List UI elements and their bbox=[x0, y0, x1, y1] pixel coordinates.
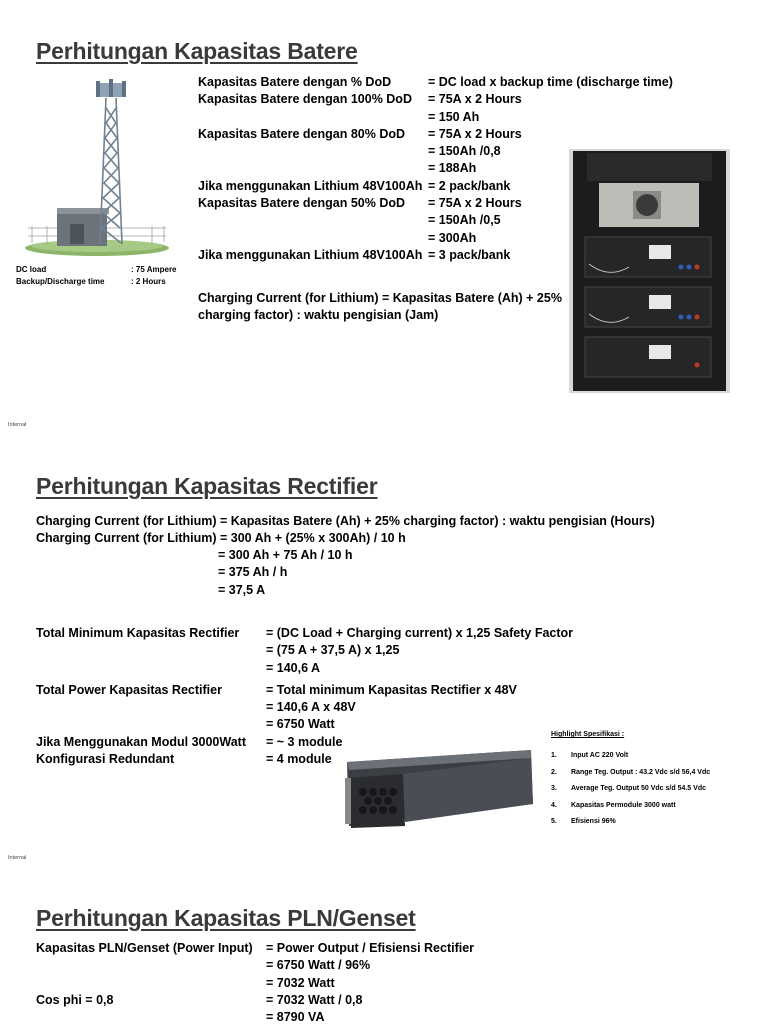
calc-value: = 6750 Watt / 96% bbox=[266, 958, 371, 973]
calc-label bbox=[198, 143, 422, 160]
footer-internal-2: Internal bbox=[8, 855, 27, 861]
calc-label: Kapasitas Batere dengan % DoD bbox=[198, 75, 392, 89]
calc-label bbox=[36, 642, 246, 659]
spec-item: 4. Kapasitas Permodule 3000 watt bbox=[551, 801, 676, 809]
calc-value: = 4 module bbox=[266, 752, 332, 767]
calc-value: = 75A x 2 Hours bbox=[428, 92, 522, 107]
pln-calc-labels bbox=[36, 940, 253, 1026]
footer-internal-1: Internal bbox=[8, 422, 27, 428]
calc-label: Jika menggunakan Lithium 48V100Ah bbox=[198, 247, 423, 262]
rectifier-charging-formula bbox=[36, 513, 655, 548]
calc-value: = Power Output / Efisiensi Rectifier bbox=[266, 941, 475, 955]
calc-value: = 75A x 2 Hours bbox=[428, 196, 522, 211]
calc-label bbox=[36, 660, 246, 677]
calc-value: = 6750 Watt bbox=[266, 717, 335, 732]
calc-value: = 3 pack/bank bbox=[428, 247, 511, 262]
calc-label bbox=[36, 716, 246, 733]
calc-label bbox=[36, 1009, 253, 1026]
calc-value: = 140,6 A x 48V bbox=[266, 700, 356, 715]
charging-step: = 37,5 A bbox=[218, 582, 266, 597]
pln-section-title: Perhitungan Kapasitas PLN/Genset bbox=[36, 905, 416, 931]
calc-label: Jika menggunakan Lithium 48V100Ah bbox=[198, 178, 423, 193]
tower-spec-dc-load: DC load : 75 Ampere bbox=[16, 265, 177, 274]
calc-label: Kapasitas Batere dengan 50% DoD bbox=[198, 196, 406, 211]
rectifier-charging-steps bbox=[218, 547, 353, 599]
calc-value: = Total minimum Kapasitas Rectifier x 48V bbox=[266, 682, 517, 697]
spec-item: 1. Input AC 220 Volt bbox=[551, 752, 629, 759]
spec-item: 2. Range Teg. Output : 43.2 Vdc s/d 56,4 Vdc bbox=[551, 768, 711, 776]
calc-label bbox=[36, 957, 253, 974]
battery-cabinet-image bbox=[569, 149, 730, 393]
calc-value: = 75A x 2 Hours bbox=[428, 126, 522, 141]
calc-value: = 150 Ah bbox=[428, 109, 480, 124]
calc-value: = 188Ah bbox=[428, 161, 477, 176]
calc-value: = 7032 Watt / 0,8 bbox=[266, 992, 363, 1007]
calc-label bbox=[198, 230, 422, 247]
calc-value: = (DC Load + Charging current) x 1,25 Safety Factor bbox=[266, 626, 574, 640]
battery-charging-formula bbox=[198, 290, 562, 325]
calc-value: = (75 A + 37,5 A) x 1,25 bbox=[266, 643, 400, 658]
charging-formula-line: charging factor) : waktu pengisian (Jam) bbox=[198, 308, 439, 323]
calc-value: = 150Ah /0,8 bbox=[428, 144, 501, 159]
calc-label: Cos phi = 0,8 bbox=[36, 992, 114, 1007]
calc-label bbox=[36, 975, 253, 992]
rectifier-module-image bbox=[343, 748, 535, 830]
battery-calc-labels bbox=[198, 74, 422, 264]
rectifier-charging-line: Charging Current (for Lithium) = Kapasitas Batere (Ah) + 25% charging factor) : waktu pengisian (Hours) bbox=[36, 514, 655, 528]
spec-item: 5. Efisiensi 96% bbox=[551, 818, 616, 825]
calc-label: Total Power Kapasitas Rectifier bbox=[36, 682, 222, 697]
calc-value: = 140,6 A bbox=[266, 660, 321, 675]
spec-item: 3. Average Teg. Output 50 Vdc s/d 54.5 Vdc bbox=[551, 785, 706, 792]
calc-value: = 300Ah bbox=[428, 230, 477, 245]
calc-value: = 150Ah /0,5 bbox=[428, 213, 501, 228]
charging-step: = 375 Ah / h bbox=[218, 565, 288, 580]
calc-value: = DC load x backup time (discharge time) bbox=[428, 75, 673, 89]
calc-label bbox=[198, 109, 422, 126]
calc-label: Kapasitas PLN/Genset (Power Input) bbox=[36, 941, 253, 955]
rectifier-calc-labels bbox=[36, 625, 246, 768]
calc-value: = 7032 Watt bbox=[266, 975, 335, 990]
rectifier-calc-values bbox=[266, 625, 573, 768]
calc-label bbox=[198, 160, 422, 177]
pln-calc-values bbox=[266, 940, 474, 1026]
charging-step: = 300 Ah + 75 Ah / 10 h bbox=[218, 548, 353, 562]
tower-spec-backup: Backup/Discharge time : 2 Hours bbox=[16, 277, 166, 286]
calc-value: = 2 pack/bank bbox=[428, 178, 511, 193]
telecom-tower-image bbox=[22, 78, 172, 258]
calc-label: Total Minimum Kapasitas Rectifier bbox=[36, 626, 240, 640]
highlight-spec-box bbox=[551, 731, 710, 831]
charging-formula-line: Charging Current (for Lithium) = Kapasitas Batere (Ah) + 25% bbox=[198, 291, 562, 305]
rectifier-charging-line: Charging Current (for Lithium) = 300 Ah + (25% x 300Ah) / 10 h bbox=[36, 531, 406, 546]
calc-value: = ~ 3 module bbox=[266, 734, 343, 749]
calc-label bbox=[36, 699, 246, 716]
calc-value: = 8790 VA bbox=[266, 1010, 325, 1025]
calc-label: Kapasitas Batere dengan 100% DoD bbox=[198, 92, 412, 107]
highlight-spec-title: Highlight Spesifikasi : bbox=[551, 731, 625, 738]
battery-section-title: Perhitungan Kapasitas Batere bbox=[36, 38, 358, 64]
calc-label: Kapasitas Batere dengan 80% DoD bbox=[198, 126, 406, 141]
calc-label bbox=[198, 212, 422, 229]
rectifier-section-title: Perhitungan Kapasitas Rectifier bbox=[36, 473, 378, 499]
calc-label: Konfigurasi Redundant bbox=[36, 752, 175, 767]
calc-label: Jika Menggunakan Modul 3000Watt bbox=[36, 734, 246, 749]
